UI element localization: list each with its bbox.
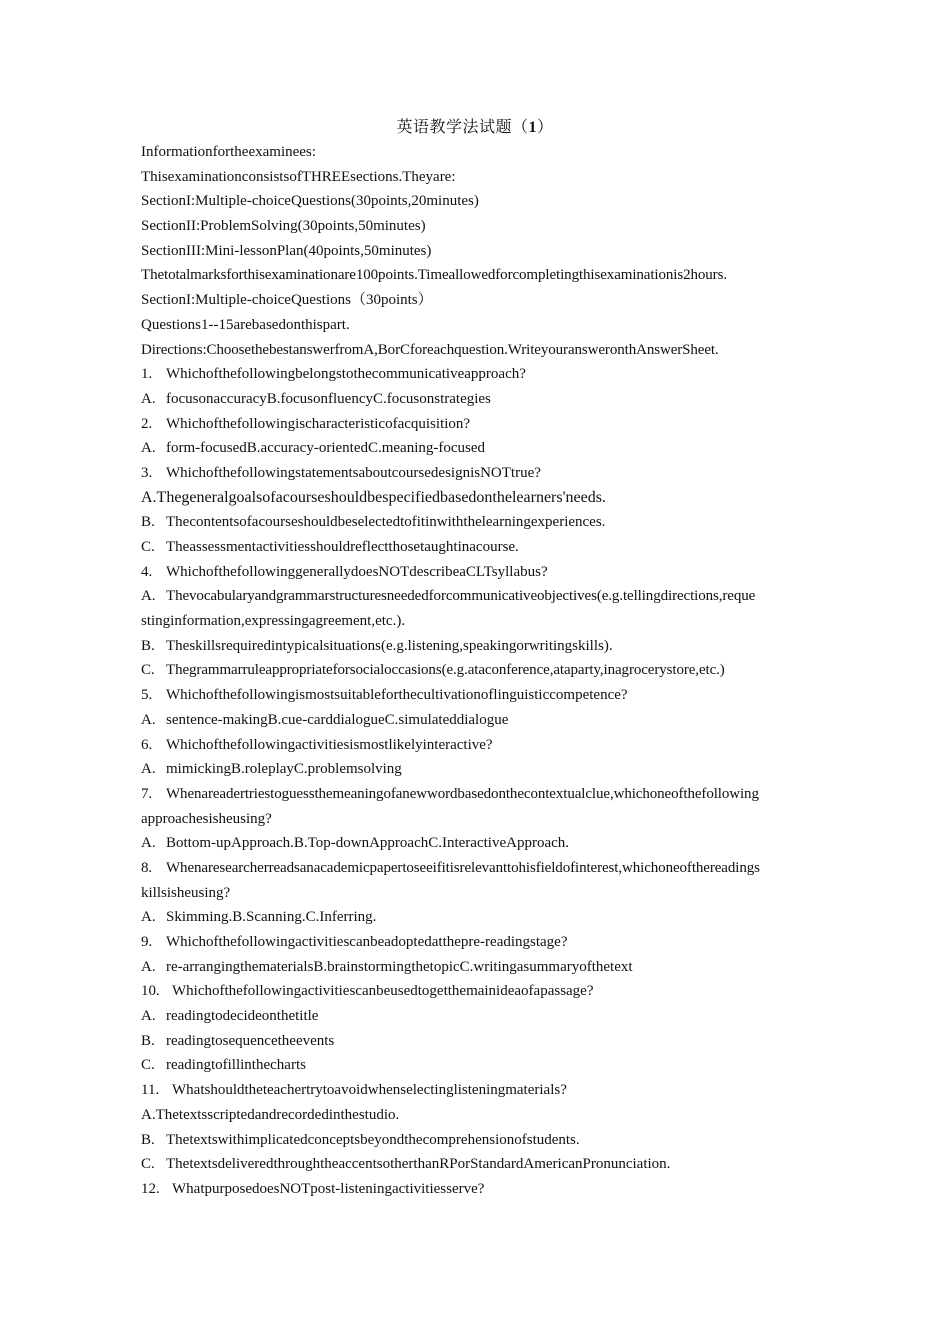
answer-option: B. Thecontentsofacourseshouldbeselectedtofitinwiththelearningexperiences.: [141, 514, 606, 531]
answer-option: B. Theskillsrequiredintypicalsituations(e.g.listening,speakingorwritingskills).: [141, 637, 613, 654]
question-12: 12. WhatpurposedoesNOTpost-listeningactivitiesserve?: [141, 1180, 485, 1197]
question-4: 4. WhichofthefollowinggenerallydoesNOTdescribeaCLTsyllabus?: [141, 563, 548, 580]
question-9: 9. Whichofthefollowingactivitiescanbeadoptedatthepre-readingstage?: [141, 934, 568, 950]
question-10: 10. Whichofthefollowingactivitiescanbeusedtogetthemainideaofapassage?: [141, 983, 594, 1000]
question-7-continued: approachesisheusing?: [141, 810, 272, 827]
question-3: 3. WhichofthefollowingstatementsaboutcoursedesignisNOTtrue?: [141, 464, 541, 481]
answer-option: A. Thevocabularyandgrammarstructuresneededforcommunicativeobjectives(e.g.tellingdirections,reque: [141, 588, 756, 605]
directions: Directions:ChoosethebestanswerfromA,BorCforeachquestion.WriteyouransweronthAnswerSheet.: [141, 341, 719, 358]
section-3-info: SectionIII:Mini-lessonPlan(40points,50minutes): [141, 242, 432, 259]
answer-options: A. Bottom-upApproach.B.Top-downApproachC.InteractiveApproach.: [141, 835, 570, 852]
answer-option: A. readingtodecideonthetitle: [141, 1008, 319, 1025]
question-11: 11. Whatshouldtheteachertrytoavoidwhenselectinglisteningmaterials?: [141, 1082, 567, 1099]
question-8-continued: killsisheusing?: [141, 884, 231, 901]
section-2-info: SectionII:ProblemSolving(30points,50minutes): [141, 218, 426, 235]
title-number: 1: [528, 119, 537, 136]
question-8: 8. Whenaresearcherreadsanacademicpapertoseeifitisrelevanttohisfieldofinterest,whichoneofthereadings: [141, 859, 760, 876]
info-heading: Informationfortheexaminees:: [141, 144, 316, 160]
page-title: [0, 114, 950, 137]
answer-option-continued: stinginformation,expressingagreement,etc.).: [141, 613, 406, 630]
questions-range: Questions1--15arebasedonthispart.: [141, 316, 350, 333]
total-marks-line: Thetotalmarksforthisexaminationare100points.Timeallowedforcompletingthisexaminationis2hours.: [141, 267, 727, 284]
section-1-info: SectionI:Multiple-choiceQuestions(30points,20minutes): [141, 193, 479, 210]
title-close: ）: [537, 119, 554, 136]
answer-option: C. ThetextsdeliveredthroughtheaccentsotherthanRPorStandardAmericanPronunciation.: [141, 1156, 671, 1173]
answer-option: B. Thetextswithimplicatedconceptsbeyondthecomprehensionofstudents.: [141, 1131, 580, 1148]
answer-option: A.Thegeneralgoalsofacourseshouldbespecifiedbasedonthelearners'needs.: [141, 488, 606, 506]
question-7: 7. Whenareadertriestoguessthemeaningofanewwordbasedonthecontextualclue,whichoneofthefollowing: [141, 785, 759, 802]
answer-option: B. readingtosequencetheevents: [141, 1032, 335, 1049]
title-text: 英语教学法试题（: [396, 119, 529, 136]
section-heading: SectionI:Multiple-choiceQuestions（30points）: [141, 292, 433, 309]
question-2: 2. Whichofthefollowingischaracteristicofacquisition?: [141, 415, 471, 432]
answer-options: A. sentence-makingB.cue-carddialogueC.simulateddialogue: [141, 711, 509, 728]
answer-option: C. Thegrammarruleappropriateforsocialoccasions(e.g.ataconference,ataparty,inagrocerystore,etc.): [141, 662, 725, 679]
document-body: [141, 140, 821, 1202]
question-5: 5. Whichofthefollowingismostsuitableforthecultivationoflinguisticcompetence?: [141, 687, 628, 704]
answer-options: A. mimickingB.roleplayC.problemsolving: [141, 761, 402, 778]
question-6: 6. Whichofthefollowingactivitiesismostlikelyinteractive?: [141, 736, 493, 753]
question-1: 1. Whichofthefollowingbelongstothecommunicativeapproach?: [141, 366, 526, 383]
info-line: ThisexaminationconsistsofTHREEsections.Theyare:: [141, 168, 456, 185]
answer-options: A. form-focusedB.accuracy-orientedC.meaning-focused: [141, 440, 486, 457]
answer-options: A. re-arrangingthematerialsB.brainstormingthetopicC.writingasummaryofthetext: [141, 958, 633, 975]
answer-option: C. Theassessmentactivitiesshouldreflectthosetaughtinacourse.: [141, 539, 519, 555]
answer-options: A. Skimming.B.Scanning.C.Inferring.: [141, 909, 377, 926]
answer-option: A.Thetextsscriptedandrecordedinthestudio.: [141, 1106, 400, 1123]
answer-option: C. readingtofillinthecharts: [141, 1057, 306, 1074]
answer-options: A. focusonaccuracyB.focusonfluencyC.focusonstrategies: [141, 390, 491, 407]
